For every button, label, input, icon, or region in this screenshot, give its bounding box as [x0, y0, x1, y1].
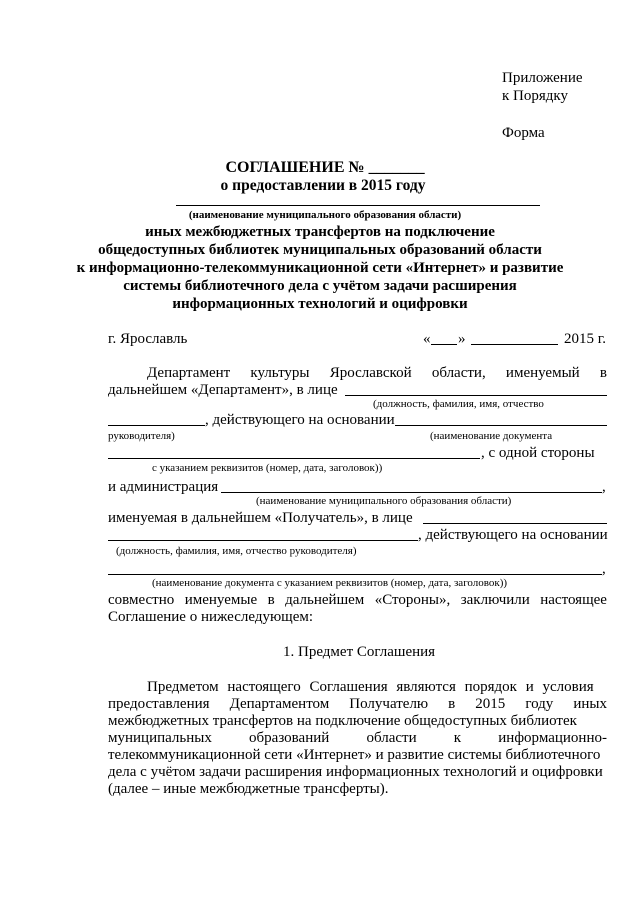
word: Департамент	[147, 365, 231, 381]
administration-name-line[interactable]	[221, 492, 602, 493]
section-1-heading: 1. Предмет Соглашения	[283, 644, 436, 660]
recipient-representative-line-cont[interactable]	[108, 540, 418, 541]
agreement-title: СОГЛАШЕНИЕ № _______	[225, 159, 425, 176]
word: области	[366, 730, 417, 746]
word: муниципальных	[108, 730, 212, 746]
comma: ,	[602, 479, 606, 495]
city-label: г. Ярославль	[108, 331, 188, 347]
section-1-line-1	[147, 679, 607, 696]
word: в	[448, 696, 456, 712]
word: в	[599, 365, 607, 381]
head-caption: руководителя)	[108, 430, 175, 442]
word: Ярославской	[329, 365, 412, 381]
recipient-representative-line[interactable]	[423, 523, 607, 524]
appendix-label: Приложение	[502, 70, 583, 86]
department-representative-line-cont[interactable]	[108, 425, 205, 426]
word: совместно	[108, 592, 175, 608]
parties-line-2: дальнейшем «Департамент», в лице	[108, 382, 338, 398]
municipality-name-line[interactable]	[176, 205, 540, 206]
word: году	[525, 696, 554, 712]
document-caption: (наименование документа	[430, 430, 553, 442]
form-label: Форма	[502, 125, 545, 141]
title-line-7: информационных технологий и оцифровки	[172, 296, 468, 312]
parties-line-10: Соглашение о нижеследующем:	[108, 609, 314, 625]
department-basis-line-cont[interactable]	[108, 458, 480, 459]
date-close-quote: »	[458, 331, 466, 347]
agreement-subtitle: о предоставлении в 2015 году	[220, 177, 426, 194]
word: области,	[431, 365, 486, 381]
department-representative-line[interactable]	[345, 395, 607, 396]
title-line-4: общедоступных библиотек муниципальных образований области	[98, 242, 542, 258]
municipality-name-caption: (наименование муниципального образования области)	[256, 495, 512, 507]
parties-line-7: , действующего на основании	[418, 527, 608, 543]
details-caption: с указанием реквизитов (номер, дата, заголовок))	[152, 462, 383, 474]
word: образований	[249, 730, 330, 746]
word: именуемые	[184, 592, 258, 608]
parties-line-9	[108, 592, 607, 609]
section-1-line-2	[108, 696, 607, 713]
word: предоставления	[108, 696, 210, 712]
title-line-5: к информационно-телекоммуникационной сети «Интернет» и развитие	[76, 260, 564, 276]
position-full-caption: (должность, фамилия, имя, отчество руководителя)	[116, 545, 357, 557]
text: Предметом настоящего Соглашения являются порядок и условия	[147, 679, 594, 695]
date-open-quote: «	[423, 331, 431, 347]
document-full-caption: (наименование документа с указанием реквизитов (номер, дата, заголовок))	[152, 577, 508, 589]
word: дальнейшем	[285, 592, 365, 608]
word: «Стороны»,	[374, 592, 451, 608]
appendix-order-label: к Порядку	[502, 88, 568, 104]
year-label: 2015 г.	[564, 331, 606, 347]
parties-line-3: , действующего на основании	[205, 412, 395, 428]
word: в	[267, 592, 275, 608]
recipient-basis-line[interactable]	[108, 574, 602, 575]
parties-line-5: и администрация	[108, 479, 219, 495]
parties-line-4: , с одной стороны	[481, 445, 595, 461]
title-line-6: системы библиотечного дела с учётом задачи расширения	[123, 278, 517, 294]
word: именуемый	[505, 365, 580, 381]
title-line-3: иных межбюджетных трансфертов на подключение	[145, 224, 495, 240]
section-1-line-4	[108, 730, 607, 747]
position-caption: (должность, фамилия, имя, отчество	[373, 398, 544, 410]
section-1-line-7: (далее – иные межбюджетные трансферты).	[108, 781, 389, 797]
word: Получателю	[349, 696, 429, 712]
section-1-line-6: дела с учётом задачи расширения информационных технологий и оцифровки	[108, 764, 603, 780]
parties-line-1	[147, 365, 607, 382]
municipality-caption: (наименование муниципального образования области)	[188, 209, 462, 221]
department-basis-line[interactable]	[395, 425, 607, 426]
comma-2: ,	[602, 561, 606, 577]
word: культуры	[250, 365, 310, 381]
parties-line-6: именуемая в дальнейшем «Получатель», в лице	[108, 510, 413, 526]
day-blank[interactable]	[431, 344, 457, 345]
word: Департаментом	[229, 696, 330, 712]
word: иных	[573, 696, 607, 712]
word: 2015	[475, 696, 506, 712]
word: к	[453, 730, 462, 746]
section-1-line-5: телекоммуникационной сети «Интернет» и развитие системы библиотечного	[108, 747, 601, 763]
month-blank[interactable]	[471, 344, 558, 345]
word: информационно-	[498, 730, 607, 746]
word: заключили	[460, 592, 530, 608]
word: настоящее	[540, 592, 607, 608]
section-1-line-3: межбюджетных трансфертов на подключение общедоступных библиотек	[108, 713, 577, 729]
